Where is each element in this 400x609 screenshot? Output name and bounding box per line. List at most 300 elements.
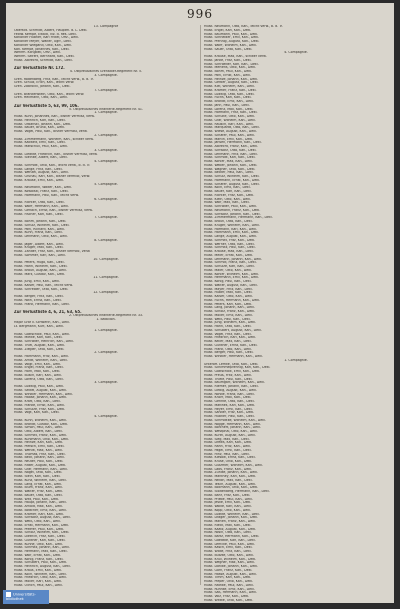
entry-line: Musk. Pohl, Ernst, Kan., Dekl. <box>204 73 252 77</box>
entry-line: Musk. Maier, Otto, Kan., Dekl. <box>204 268 253 272</box>
entry-line: Musk. Lorenz, Max, Kan., Dekl. <box>204 107 254 111</box>
entry-line: Musk. Wolf, Max, Kan., Dekl. <box>204 201 250 205</box>
entry-line: Musk. Ludwig, Paul, Kan., Dekl. <box>14 385 65 388</box>
entry-line: Musk. Timm, Karl, Kan., Dekl. <box>204 576 252 580</box>
entry-line: Musk. Preuß, Fritz, Kan., Dekl. <box>204 373 253 377</box>
subsection-heading: 3. Compagnie. <box>94 73 118 77</box>
entry-line: Musk. Dräger, Johann, Kan., Dekl. <box>204 516 259 520</box>
entry-line: Musk. Werner, Otto, Kan., Dekl. <box>204 242 255 246</box>
entry-line: Musk. Pfeiffer, Paul, Kan., Dekl. <box>14 527 65 531</box>
entry-line: Musk. Kaiser, Otto, Kan., Dekl. <box>204 295 253 298</box>
entry-line: Musk. Lang, Johann, Kan., Dekl. <box>204 306 255 310</box>
entry-line: Musk. Hahn, Otto, Kan., Dekl. <box>204 325 252 328</box>
entry-line: Musk. Böttcher, Emil, Kan., Dekl. <box>14 508 67 512</box>
entry-line: Musk. Hofmann, Karl, Kan., Dekl. <box>204 227 258 231</box>
entry-line: Musk. Heinze, Johann, Kan., Dekl. <box>204 77 259 81</box>
logo-line-1: Universitäts- <box>13 592 36 597</box>
entry-line: Musk. Frank, Hermann, Kan., Dekl. <box>14 302 70 306</box>
entry-line: Musk. Zander, Fritz, Kan., bisher vermißt, verw. <box>14 250 91 253</box>
entry-line: Musk. Hofmann, Fritz, Kan., Dekl. <box>204 111 258 115</box>
entry-line: Musk. Schreiber, Otto, Kan., Dekl. <box>14 287 69 291</box>
entry-line: Musk. Berger, Fritz, Kan., Dekl. <box>14 295 64 298</box>
logo-line-2: bibliothek <box>6 597 24 601</box>
entry-line: Gren. Rodenberg, Fritz, Kan., leicht verw., b. d. Tr. <box>14 77 94 81</box>
entry-line: Musk. Ziegler, Otto, Kan., Dekl. <box>14 347 65 351</box>
entry-line: Musk. Gerber, August, Kan., Dekl. <box>204 81 259 85</box>
entry-line: Musk. Lange, August, Kan., Dekl. <box>204 235 258 238</box>
entry-line: Musk. Lüdtke, Wilhelm, Kan., Dekl. <box>204 512 260 516</box>
subsection-heading: 1. Compagnie. <box>94 328 118 332</box>
entry-line: Musk. Möller, Karl, Kan., Dekl. <box>14 580 63 583</box>
section-heading: Zur Verlustliste 4, 6, 21, 63, 65. <box>14 310 82 314</box>
entry-line: Musk. Schmidt, Karl, Kan., Dekl. <box>204 156 256 160</box>
entry-line: Musk. Zimmermann, Wilhelm, Kan., schwer verw. <box>14 137 94 141</box>
subsection-heading: 1. Bataillon. <box>96 317 116 321</box>
entry-line: Musk. Stoltenberg, Hermann, Kan., Dekl. <box>204 490 270 493</box>
entry-line: Musk. Lorenz, Otto, Kan., Dekl. <box>14 377 64 381</box>
entry-line: Musk. Hinz, Paul, Kan., Dekl. <box>204 452 250 456</box>
subsection-heading: 12. Compagnie. <box>93 291 119 295</box>
entry-line: Musk. Beck, Johann, Kan., Dekl. <box>14 456 65 460</box>
entry-line: Musk. Rahn, Fritz, Kan., Dekl. <box>204 445 252 448</box>
document-page <box>6 3 394 603</box>
entry-line: Musk. Schäfer, Paul, Kan., Dekl. <box>204 133 256 137</box>
entry-line: Musk. Haupt, Johann, Kan., Dekl. <box>14 501 67 505</box>
entry-line: Musk. Lang, Ernst, Kan., Dekl. <box>14 482 63 486</box>
entry-line: Musk. Wiese, August, Kan., Dekl. <box>204 130 257 133</box>
subsection-heading: 4. Compagnie. <box>94 415 118 418</box>
entry-line: Musk. Martin, Emil, Kan., Dekl. <box>204 137 254 141</box>
entry-line: Musk. Witt, Paul, Kan., Dekl. <box>14 497 60 501</box>
entry-line: Musk. Schroeder, Karl, Kan., Dekl. <box>204 62 259 66</box>
entry-line: Musk. Böhm, Johann, Kan., Dekl. <box>14 220 67 223</box>
entry-line: Musk. Winkler, Hermann, Kan., Dekl. <box>14 392 74 396</box>
entry-line: Musk. Dahlke, Johann, Kan., Dekl. <box>204 565 259 568</box>
entry-line: Musk. Vogel, Fritz, Kan., Dekl. <box>204 332 252 336</box>
entry-line: Musk. Baumgart, Wilhelm, Kan., Dekl. <box>204 381 266 385</box>
entry-line: Gren. Brandenstein, Otto, Kan., leicht verw. <box>14 92 85 96</box>
entry-line: Musk. Thiele, Paul, Kan., Dekl. <box>204 377 253 381</box>
entry-line: Feldw. Kempe, Ewald, Viz. d. Res. Dekl. <box>14 32 77 36</box>
entry-line: Musk. Busch, Karl, Kan., Dekl. <box>14 373 63 377</box>
entry-line: Musk. Gottschalk, Paul, Kan., Dekl. <box>14 332 70 336</box>
entry-line: Musk. Gottschalk, Emil, Kan., Dekl. <box>204 370 261 373</box>
entry-line: Musk. Vogel, Paul, Kan., bisher vermißt, verw. <box>14 130 88 133</box>
entry-line: Musk. Bartz, Hermann, Kan., Dekl. <box>204 535 260 538</box>
entry-line: Musk. Heinrich, August, Kan., Dekl. <box>14 565 71 568</box>
entry-line: Musk. Lehmann, Otto, Kan., Dekl. <box>14 235 69 238</box>
entry-line: Musk. Reuter, Paul, Kan., Dekl. <box>14 460 64 463</box>
entry-line: Musk. Bahr, Fritz, Kan., Dekl. <box>204 493 251 497</box>
entry-line: Musk. Wegner, Max, Kan., Dekl. <box>204 561 256 565</box>
entry-line: Gren. Schulz, Erich, Kan., leicht verw. <box>14 81 75 85</box>
entry-line: Musk. Bollmann, Otto, Kan., Dekl. <box>204 486 259 490</box>
entry-line: Musk. Friedrich, Karl, Kan., Dekl. <box>204 336 257 340</box>
entry-line: Musk. Manthey, Karl, Kan., Dekl. <box>204 475 257 478</box>
entry-line: Musk. Sauer, Otto, Kan., Dekl. <box>204 47 253 51</box>
entry-line: Musk. Graf, Wilhelm, Kan., Dekl. <box>204 118 256 122</box>
entry-line: Musk. Wolf, Ernst, Kan., Dekl. <box>14 553 62 557</box>
entry-line: Musk. Matthes, Karl, Kan., Dekl. <box>204 403 256 407</box>
entry-line: Musk. Ludwig, Otto, Kan., Dekl. <box>204 92 255 96</box>
entry-line: Musk. Hahn, Wilhelm, Kan., Dekl. <box>14 265 68 268</box>
entry-line: Musk. Schwarz, Otto, Kan., Dekl. <box>204 148 257 152</box>
entry-line: Musk. Albrecht, Franz, Kan., Dekl. <box>204 145 259 148</box>
entry-line: Musk. Rosin, Otto, Kan., Dekl. <box>204 531 252 535</box>
entry-line: Musk. Hartmann, Fritz, Kan., Dekl. <box>14 355 70 358</box>
entry-line: Musk. Fuchs, Hermann, Kan., Dekl. <box>204 298 261 302</box>
entry-line: Musk. Walter, Fritz, Kan., Dekl. <box>14 490 64 493</box>
library-logo[interactable] <box>3 590 49 604</box>
entry-line: Musk. Wolff, Hermann, Kan., Dekl. <box>14 205 70 208</box>
entry-line: Musk. Gehrke, Otto, Kan., Dekl. <box>204 400 255 403</box>
entry-line: Musk. Richter, Fritz, Kan., Dekl. <box>204 193 255 197</box>
entry-line: Musk. Bauer, Karl, Kan., Dekl. <box>204 190 252 193</box>
entry-line: Musk. Jahn, Paul, Kan., Dekl. <box>204 103 250 107</box>
entry-line: Major Graf v. Schwerin, Kan., Dekl. <box>14 321 70 325</box>
entry-line: Musk. Lehmann, Johann, Kan., Dekl. <box>204 257 263 261</box>
entry-line: Musk. Heinrich, Karl, Kan., Dekl. <box>14 118 66 122</box>
entry-line: Musk. Schwarz, August, Kan., Dekl. <box>14 516 71 520</box>
entry-line: Musk. Peters, Hugo, Kan., Dekl. <box>14 261 65 265</box>
entry-line: Musk. Schimmelpfennig, Karl, Kan., Dekl. <box>204 366 271 370</box>
entry-line: Musk. Weiß, Otto, Kan., Dekl. <box>14 520 61 523</box>
entry-line: Musk. Günther, Karl, Kan., Dekl. <box>14 538 66 542</box>
entry-line: Musk. Marx, Gustav, Kan., Dekl. <box>14 272 66 276</box>
subsection-heading: 1. Compagnie. <box>284 358 308 362</box>
entry-line: Musk. Kiel, Wilhelm, Kan., Dekl. <box>204 85 255 88</box>
entry-line: Musk. Thiel, August, Kan., Dekl. <box>14 343 66 347</box>
entry-line: Musk. Schmid, Franz, Kan., Dekl. <box>204 261 257 265</box>
entry-line: Musk. Liedtke, Friedrich, Kan., bisher vermißt, verw. <box>14 152 98 156</box>
subsection-heading: 4. Compagnie. <box>94 160 118 163</box>
entry-line: Musk. Herrmann, Emil, Kan., Dekl. <box>204 276 260 280</box>
entry-line: Musk. Schäfer, August, Kan., Dekl. <box>204 182 260 186</box>
entry-line: Musk. Richter, Otto, Kan., Dekl. <box>14 201 65 205</box>
entry-line: Musk. Kunz, Wilhelm, Kan., Dekl. <box>14 478 67 482</box>
entry-line: Musk. Gutzmer, Wilhelm, Kan., Dekl. <box>204 463 263 467</box>
entry-line: Musk. Redlin, Max, Kan., Dekl. <box>204 478 253 482</box>
entry-line: Lt. Bergmann, Kurt, Kan., Dekl. <box>14 325 65 328</box>
entry-line: Musk. Peters, Karl, Kan., Dekl. <box>204 302 253 306</box>
subsection-heading: 4. Ostpreußisches Grenadier-Regiment Nr. 5. <box>69 70 143 73</box>
entry-line: Musk. Heyer, Emil, Kan., Dekl. <box>204 407 253 411</box>
entry-line: Musk. Pieper, Otto, Kan., Dekl. <box>204 580 254 583</box>
entry-line: Musk. Thomas, Fritz, Kan., Dekl. <box>14 452 66 456</box>
entry-line: Musk. Zimmermann, Hermann, Kan., Dekl. <box>204 216 273 220</box>
entry-line: Musk. Jansen, Hermann, Kan., Dekl. <box>204 141 262 145</box>
entry-line: Musk. Gerlach, Ernst, Kan., bisher vermißt, verw. <box>14 208 93 212</box>
entry-line: Musk. Mayer, Fritz, Kan., Dekl. <box>204 287 253 291</box>
entry-line: Unteroff. Lemke, Otto, Kan., Dekl. <box>204 362 259 366</box>
entry-line: Musk. Kraft, Otto, Kan., Dekl. <box>14 400 61 403</box>
entry-line: Musk. Rausch, Karl, Kan., Dekl. <box>204 122 254 126</box>
entry-line: Musk. Dietrich, Fritz, Kan., Dekl. <box>14 535 66 538</box>
entry-line: Musk. Otto, Albert, Kan., Dekl. <box>14 430 63 433</box>
entry-line: Musk. Engel, Franz, Kan., Dekl. <box>14 366 64 370</box>
entry-line: Musk. Hermann, Max, Kan., Dekl. <box>14 550 68 553</box>
entry-line: Musk. Brandt, Emil, Kan., Dekl. <box>204 100 254 103</box>
entry-line: Musk. Kruse, Otto, Kan., Dekl. <box>204 460 253 463</box>
entry-line: Musk. Ritter, August, Kan., Dekl. <box>14 463 67 467</box>
entry-line: Musk. Hübner, Paul, Kan., Dekl. <box>204 415 255 418</box>
entry-line: Musk. Rohde, Franz, Kan., Dekl. <box>204 392 255 396</box>
column-divider <box>200 25 201 585</box>
entry-line: Musk. Drews, Karl, Kan., Dekl. <box>204 441 253 445</box>
entry-line: Musk. Jung, Emil, Kan., Dekl. <box>14 280 61 283</box>
entry-line: Musk. Krull, Wilhelm, Kan., Dekl. <box>204 557 257 561</box>
entry-line: Musk. Fischer, Karl, Kan., Dekl. <box>14 212 64 216</box>
subsection-heading: 3. Compagnie. <box>94 381 118 385</box>
entry-line: Musk. Weiß, Paul, Kan., Dekl. <box>204 317 251 321</box>
entry-line: Musk. Baumann, Paul, Kan., Dekl. <box>204 32 259 36</box>
entry-line: Musk. Kuhn, Johannes, Kan., bisher vermißt, verw. <box>14 115 95 118</box>
entry-line: Musk. Krüger, Max, Kan., Dekl. <box>14 246 64 250</box>
entry-line: Musk. Kramer, Franz, Kan., Dekl. <box>204 88 257 92</box>
section-heading: Zur Verlustliste 5, 63, 99, 106. <box>14 103 79 108</box>
entry-line: Musk. Hoffmann, Ernst, Kan., Dekl. <box>204 178 261 182</box>
entry-line: Musk. Pohl, Richard, Kan., Dekl. <box>14 227 66 231</box>
entry-line: Musk. Jung, Wilhelm, Kan., Dekl. <box>204 321 257 325</box>
entry-line: Musk. Voigt, Emil, Kan., Dekl. <box>14 362 62 366</box>
entry-line: Kan. Kempe, Johannes, Kan., Dekl. <box>14 47 70 51</box>
entry-line: Musk. Koch, Emil, Kan., Dekl. <box>204 186 251 190</box>
entry-line: Musk. Kopp, Otto, Kan., Dekl. <box>204 508 252 512</box>
entry-line: Musk. Rogge, Hermann, Kan., Dekl. <box>204 422 262 426</box>
entry-line: Musk. König, Paul, Kan., Dekl. <box>204 280 252 283</box>
entry-line: Wehrm. Seifert, Bernhard, Kan., Dekl. <box>14 55 75 58</box>
subsection-heading: 10. Compagnie. <box>93 257 119 261</box>
entry-line: Musk. Schmitt, Franz, Kan., Dekl. <box>14 433 68 437</box>
entry-line: Musk. Kasch, Emil, Kan., Dekl. <box>204 546 253 550</box>
entry-line: Musk. Bauer, Bruno, Kan., Dekl. <box>14 126 66 130</box>
entry-line: Musk. Schubert, August, Kan., Dekl. <box>204 328 262 332</box>
entry-line: Musk. Schmidt, Otto, Kan., leicht verw., b. d. Tr. <box>14 163 91 167</box>
entry-line: Musk. Schulte, Otto, Kan., Dekl. <box>204 115 256 118</box>
entry-line: Musk. Jeske, Emil, Kan., Dekl. <box>204 501 252 505</box>
entry-line: Musk. Jäger, Albert, Kan., Dekl. <box>14 242 65 246</box>
entry-line: Musk. Ruhnke, Emil, Kan., Dekl. <box>204 587 255 591</box>
entry-line: Musk. Gorn, Franz, Kan., Dekl. <box>204 568 253 572</box>
entry-line: Musk. Brandt, Gustav, Kan., Dekl. <box>14 422 69 426</box>
entry-line: Musk. Engel, Karl, Kan., Dekl. <box>204 28 252 32</box>
entry-line: Musk. Braun, Otto, Kan., Dekl. <box>204 220 253 223</box>
subsection-heading: 3. Compagnie. <box>94 148 118 152</box>
entry-line: Kanonier Wiegand, Otto, Kan., Dekl. <box>14 43 73 47</box>
entry-line: Musk. Schulze, Karl, Kan., Dekl. <box>204 265 255 268</box>
entry-line: Musk. Arnold, Max, Kan., Dekl. <box>14 505 64 508</box>
entry-line: Musk. Simon, Paul, Kan., Dekl. <box>14 426 63 430</box>
entry-line: Musk. Krüger, Wilhelm, Kan., Dekl. <box>204 223 260 227</box>
entry-line: Musk. Blum, Franz, Kan., Dekl. <box>14 486 63 490</box>
entry-line: Musk. Krause, Max, Kan., Dekl. <box>204 250 254 253</box>
entry-line: Musk. Kaiser, Paul, Kan., leicht verw. <box>14 283 73 287</box>
entry-line: Musk. Stein, Karl, Kan., Dekl. <box>14 475 61 478</box>
entry-line: Gren. Zabrocki, Johann, Kan., Dekl. <box>14 85 71 88</box>
subsection-heading: 7. Compagnie. <box>94 216 118 220</box>
entry-line: Musk. Hartmann, Emil, Kan., Dekl. <box>204 231 260 235</box>
entry-line: Kanonier Hübner, Karl Fridel, Uffz., Dekl. <box>14 36 80 40</box>
entry-line: Musk. Völz, Fritz, Kan., Dekl. <box>204 595 250 598</box>
entry-line: Musk. Mertens, Otto, Kan., Dekl. <box>204 66 257 70</box>
entry-line: Musk. Friedrich, Otto, Kan., Dekl. <box>14 576 67 580</box>
entry-line: Musk. Borchert, Johann, Kan., Dekl. <box>204 426 261 430</box>
subsection-heading: 4. Compagnie. <box>284 51 308 55</box>
subsection-heading: 7. Compagnie. <box>94 88 118 92</box>
entry-line: Musk. Vogt, Karl, Kan., Dekl. <box>14 411 60 415</box>
entry-line: Musk. Liebig, August, Kan., Dekl. <box>204 388 258 392</box>
entry-line: Musk. Hoffmann, Paul, Kan., leicht verw. <box>14 193 79 197</box>
entry-line: Musk. Krause, Max, Kan., schwer verw. <box>204 55 267 58</box>
entry-line: Musk. Butzke, Otto, Kan., Dekl. <box>204 553 255 557</box>
entry-line: Kanonier Meyer, Walter, Ugfr., Dekl. <box>14 40 72 43</box>
entry-line: Musk. Kurth, August, Kan., Dekl. <box>204 433 256 437</box>
entry-line: Musk. Kiesow, Ernst, Kan., Dekl. <box>204 456 256 460</box>
entry-line: Musk. Rathke, Paul, Kan., Dekl. <box>204 583 254 587</box>
entry-line: Musk. Neumann, Walter, Kan., Dekl. <box>14 186 73 190</box>
entry-line: Musk. Ullrich, Paul, Kan., Dekl. <box>14 583 63 587</box>
entry-line: Musk. Kaatz, August, Kan., Dekl. <box>204 527 257 531</box>
entry-line: Musk. Schulze, Fritz, Kan., Dekl. <box>14 407 66 411</box>
entry-line: Musk. Gaedtke, Karl, Kan., Dekl. <box>204 538 256 542</box>
entry-line: Musk. Schröder, Paul, Kan., Dekl. <box>204 205 258 208</box>
entry-line: Musk. Schmitz, Paul, Kan., Dekl. <box>204 246 256 250</box>
entry-line: Musk. Albrecht, Schmidt, Kan., Dekl. <box>14 58 73 62</box>
subsection-heading: 5. Compagnie. <box>94 182 118 186</box>
entry-line: Musk. Schröder, Heinrich, Kan., Dekl. <box>14 340 74 343</box>
subsection-heading: 8. Compagnie. <box>94 238 118 242</box>
subsection-heading: 2. Compagnie. <box>94 351 118 355</box>
entry-line: Musk. Mielke, Karl, Kan., Dekl. <box>14 336 63 340</box>
entry-line: Musk. Sommer, Karl, Kan., Dekl. <box>14 253 66 257</box>
entry-line: Musk. Priebe, Paul, Kan., Dekl. <box>204 497 253 501</box>
entry-line: Musk. Tesch, August, Kan., Dekl. <box>204 482 257 486</box>
entry-line: Musk. Woike, Karl, Kan., Dekl. <box>204 505 252 508</box>
entry-line: Musk. Riemer, Johann, Kan., Dekl. <box>204 385 259 388</box>
entry-line: Musk. Grunau, Karl, Kan., bisher vermißt, verw. <box>14 175 91 178</box>
entry-line: Musk. Kraus, Emil, Kan., Dekl. <box>14 568 63 572</box>
entry-line: Musk. Krause, Emil, Kan., Dekl. <box>14 178 65 182</box>
entry-line: Musk. Kühne, Otto, Kan., Dekl. <box>14 542 64 546</box>
subsection-heading: 5. Ostpreußisches Infanterie-Regiment Nr. 41. <box>68 107 144 111</box>
entry-line: Musk. Wenzel, August, Kan., Dekl. <box>14 171 69 175</box>
entry-line: Musk. Urbanski, Johann, Kan., Dekl. <box>14 122 72 126</box>
entry-line: Musk. Rieck, Max, Kan., Dekl. <box>204 523 252 527</box>
entry-line: Musk. Nagel, Otto, Kan., Dekl. <box>14 471 63 475</box>
entry-line: Musk. Sander, Fritz, Kan., Dekl. <box>204 411 255 415</box>
entry-line: Musk. Pietsch, Emil, Kan., Dekl. <box>14 445 65 448</box>
section-heading: Zur Verlustliste Nr. 172. <box>14 66 65 70</box>
entry-line: Musk. Scholz, Franz, Kan., Dekl. <box>204 310 256 313</box>
entry-line: Musk. Matschull, Paul, Kan., Dekl. <box>14 145 69 148</box>
subsection-heading: 2. Compagnie. <box>94 133 118 137</box>
entry-line: Musk. Wendt, Max, Kan., Dekl. <box>14 448 64 452</box>
entry-line: Musk. Saß, Hermann, Kan., Dekl. <box>204 591 257 595</box>
subsection-heading: 13. Compagnie <box>93 25 119 28</box>
entry-line: Musk. Sieg, Max, Kan., Dekl. <box>204 437 250 441</box>
entry-line: Musk. Wilde, Fritz, Kan., Dekl. <box>204 550 252 553</box>
entry-line: Musk. Klein, Otto, Kan., Dekl. <box>204 197 252 201</box>
entry-line: Musk. Kramer, Karl, Kan., Dekl. <box>14 512 65 516</box>
entry-line: Musk. Kuhlmann, Otto, Kan., Dekl. <box>14 437 70 441</box>
entry-line: Musk. Marten, Franz, Kan., Dekl. <box>204 520 257 523</box>
entry-line: Musk. Kühn, Franz, Kan., Dekl. <box>14 231 63 235</box>
entry-line: Musk. Becker, Paul, Kan., Dekl. <box>204 171 254 175</box>
entry-line: Musk. Ernst, Hermann, Kan., Dekl. <box>14 523 70 527</box>
subsection-heading: 1. Compagnie. <box>94 111 118 115</box>
entry-line: Musk. Steinke, Albert, Kan., Dekl. <box>14 156 68 160</box>
subsection-heading: 11. Compagnie. <box>93 276 119 280</box>
entry-line: Musk. Janke, Fritz, Kan., Dekl. <box>204 58 252 62</box>
entry-line: Musk. Marquardt, Otto, Kan., Dekl. <box>204 126 260 130</box>
entry-line: Musk. König, Franz, Kan., Dekl. <box>14 557 64 561</box>
entry-line: Musk. Schmidtke, Wilhelm, Kan., Dekl. <box>204 418 266 422</box>
entry-line: Gren. Hellmann, Otto, Kan., Dekl. <box>14 96 68 100</box>
entry-line: Musk. Wittke, Otto, Kan., Dekl. <box>204 598 254 602</box>
entry-line: Musk. Arndt, Wilhelm, Kan., Dekl. <box>14 358 68 362</box>
entry-line: Musk. Huber, Max, Kan., Dekl. <box>204 291 253 295</box>
entry-line: Musk. Wagner, Otto, Kan., Dekl. <box>204 167 256 171</box>
entry-line: Musk. Haase, Johann, Kan., Dekl. <box>14 396 68 400</box>
subsection-heading: 6. Compagnie. <box>94 197 118 201</box>
entry-line: Musk. Koch, Wilhelm, Kan., Dekl. <box>14 572 67 576</box>
entry-line: Musk. Weber, Johann, Kan., Dekl. <box>204 163 258 167</box>
entry-line: Musk. Böhm, Paul, Kan., Dekl. <box>204 70 253 73</box>
entry-line: Musk. Keller, Max, Kan., Dekl. <box>204 340 252 343</box>
subsection-heading: 2. Ostpreußisches Infanterie-Regiment Nr. 33. <box>68 313 144 317</box>
entry-line: Musk. Lemcke, Paul, Kan., Dekl. <box>204 542 256 546</box>
entry-line: Musk. Lange, Fritz, Kan., Dekl. <box>14 167 63 171</box>
entry-line: Musk. Scholz, Wilhelm, Kan., Dekl. <box>14 531 70 535</box>
entry-line: Musk. Schulz, Wilhelm, Kan., Dekl. <box>204 175 260 178</box>
entry-line: Musk. Lehmann, Fritz, Kan., Dekl. <box>204 152 258 156</box>
entry-line: Musk. Seidel, August, Kan., Dekl. <box>14 388 68 392</box>
entry-line: Musk. Neumann, Franz, Kan., Dekl. <box>204 208 261 212</box>
entry-line: Musk. Heinze, Karl, Kan., Dekl. <box>14 441 64 445</box>
entry-line: Musk. Kuhn, Wilhelm, Kan., Dekl. <box>14 418 68 422</box>
entry-line: Musk. Walter, August, Kan., Dekl. <box>204 283 258 287</box>
entry-line: Musk. Winkler, Hermann, Kan., Dekl. <box>204 355 264 358</box>
entry-line: Musk. Köhler, Max, Kan., Dekl. <box>204 160 253 163</box>
entry-line: Musk. Schubert, Paul, Kan., Dekl. <box>14 561 68 565</box>
entry-line: Musk. Günther, Ernst, Kan., Dekl. <box>204 343 258 347</box>
entry-line: Musk. Kallweit, Emil, Kan., Dekl. <box>14 141 66 145</box>
left-column <box>14 25 198 588</box>
entry-line: Musk. Graf, Hermann, Kan., Dekl. <box>14 467 68 471</box>
page-number: 996 <box>187 7 213 21</box>
entry-line: Musk. Schmitt, Fritz, Kan., Dekl. <box>204 238 256 242</box>
entry-line: Musk. Fuchs, Karl, Kan., Dekl. <box>204 96 252 100</box>
entry-line: Musk. Neumann, Otto, Kan., leicht verw., b. d. Tr. <box>204 25 283 28</box>
entry-line: Musk. Westphal, Otto, Kan., Dekl. <box>204 430 258 433</box>
entry-line: Musk. Schulz, Wilhelm, Kan., Dekl. <box>14 223 70 227</box>
entry-line: Musk. Pfennig, August, Kan., Dekl. <box>204 40 260 43</box>
entry-line: Musk. Berger, Paul, Kan., Dekl. <box>204 351 254 355</box>
entry-line: Musk. Knorr, Max, Kan., Dekl. <box>204 396 252 400</box>
entry-line: Musk. Horn, Max, Kan., Dekl. <box>14 370 61 373</box>
entry-line: Musk. Schwarz, Johann, Kan., Dekl. <box>204 212 261 216</box>
entry-line: Musk. Labs, Franz, Kan., Dekl. <box>204 467 253 471</box>
entry-line: Musk. Wolff, Wilhelm, Kan., Dekl. <box>204 43 258 47</box>
entry-line: Musk. Köhler, Wilhelm, Kan., Dekl. <box>204 272 260 276</box>
entry-line: Musk. Möller, Emil, Kan., Dekl. <box>204 313 253 317</box>
entry-line: Wehrm. Klingbeil, Uffz., Dekl. <box>14 51 62 55</box>
entry-line: Musk. Frank, Otto, Kan., Dekl. <box>204 347 252 351</box>
entry-line: Musk. Zühlke, Johann, Kan., Dekl. <box>204 471 259 475</box>
entry-line: Musk. Kowalski, Franz, Kan., Dekl. <box>14 190 69 193</box>
entry-line: Musk. Braun, August, Kan., Dekl. <box>14 268 67 272</box>
entry-line: Musk. Schmitz, Johann, Kan., Dekl. <box>14 546 70 550</box>
